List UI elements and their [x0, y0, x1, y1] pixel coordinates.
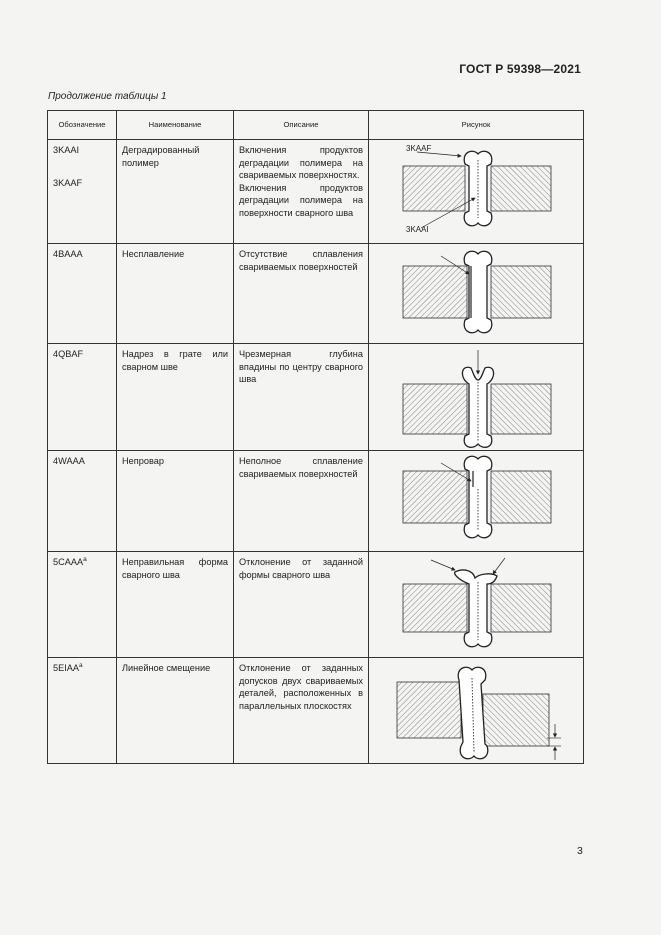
defect-name: Надрез в грате или сварном шве — [122, 349, 228, 372]
defect-code: 5CAAA — [53, 557, 84, 567]
table-row — [48, 451, 584, 552]
defect-code: 4BAAA — [53, 249, 83, 259]
table-row — [48, 658, 584, 764]
table-caption: Продолжение таблицы 1 — [48, 91, 167, 102]
defect-name: Непровар — [122, 456, 164, 466]
column-header-figure: Рисунок — [369, 111, 584, 140]
defect-code: 5EIAA — [53, 663, 80, 673]
defect-code-cell — [48, 552, 116, 569]
defect-figure — [369, 658, 584, 763]
defect-figure — [369, 451, 584, 551]
defect-description: Неполное сплавление свариваемых поверхностей — [239, 456, 363, 479]
table-row — [48, 140, 584, 244]
defect-description: Отсутствие сплавления свариваемых поверхностей — [239, 249, 363, 272]
defect-name: Деградированный полимер — [122, 145, 200, 168]
defect-description: Включения продуктов деградации полимера на свариваемых поверхностях. — [239, 145, 363, 181]
table-header-row — [48, 111, 584, 140]
defect-figure — [369, 244, 584, 343]
defect-description: Отклонение от заданной формы сварного шва — [239, 557, 363, 580]
defect-figure — [369, 140, 584, 243]
table-row — [48, 552, 584, 658]
defect-code: 3KAAF — [53, 177, 83, 188]
defect-figure — [369, 344, 584, 450]
defect-description: Чрезмерная глубина впадины по центру сварного шва — [239, 349, 363, 385]
table-row — [48, 244, 584, 344]
table-row — [48, 344, 584, 451]
column-header-code: Обозначение — [48, 111, 117, 140]
figure-label: 3KAAI — [406, 225, 429, 234]
defect-code: 4WAAA — [53, 456, 85, 466]
defect-name: Линейное смещение — [122, 663, 211, 673]
defect-code: 4QBAF — [53, 349, 84, 359]
defect-description: Отклонение от заданных допусков двух свариваемых деталей, расположенных в параллельных плоскостях — [239, 663, 363, 711]
footnote-mark: a — [83, 556, 87, 563]
defect-figure — [369, 552, 584, 657]
column-header-name: Наименование — [117, 111, 234, 140]
standard-designation: ГОСТ Р 59398—2021 — [459, 62, 581, 76]
defect-code-cell — [48, 658, 116, 675]
defects-table — [47, 110, 584, 764]
defect-code: 3KAAI — [53, 145, 80, 155]
column-header-description: Описание — [234, 111, 369, 140]
figure-label: 3KAAF — [406, 144, 432, 153]
defect-name: Несплавление — [122, 249, 185, 259]
defect-name: Неправильная форма сварного шва — [122, 557, 228, 580]
page-number: 3 — [577, 845, 583, 857]
footnote-mark: a — [79, 662, 83, 669]
defect-description: Включения продуктов деградации полимера на поверхности сварного шва — [239, 182, 363, 218]
